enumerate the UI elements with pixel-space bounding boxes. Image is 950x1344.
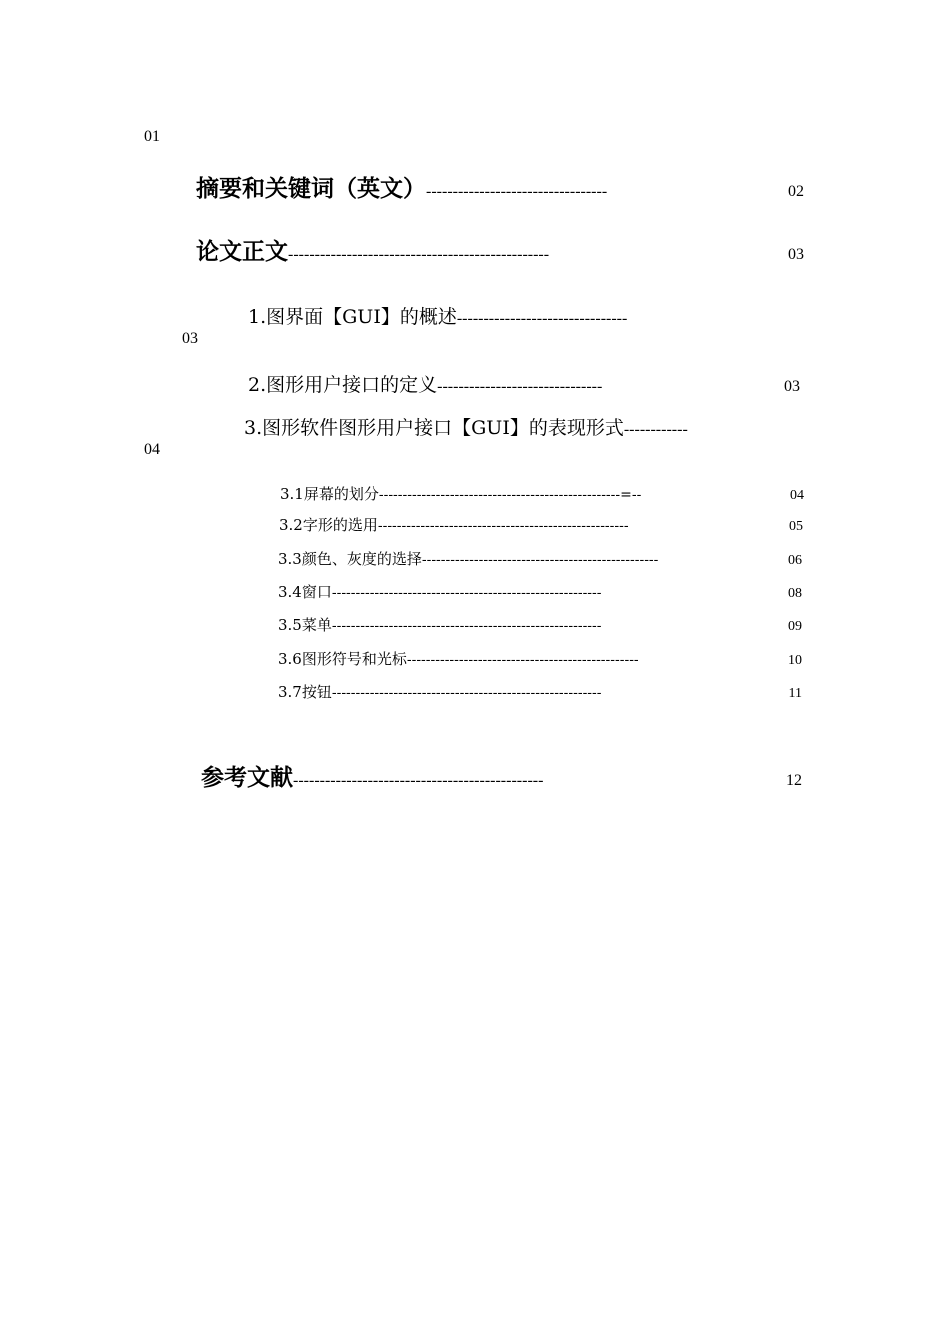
top-page-number: 01 — [144, 128, 160, 145]
toc-leader: --------------------------------------------------------- — [331, 585, 602, 601]
toc-page: 08 — [788, 586, 802, 601]
toc-page: 05 — [789, 519, 803, 534]
toc-label: 3.7按钮 — [278, 683, 332, 701]
toc-leader: -------------------------------------------------- — [421, 552, 659, 568]
toc-leader: --------------------------------------------------------- — [331, 618, 602, 634]
toc-leader: ---------------------------------- — [426, 183, 608, 200]
toc-leader: ---------------------------------------------------=-- — [378, 487, 642, 503]
toc-entry-references[interactable] — [201, 759, 802, 792]
toc-entry-1[interactable] — [248, 302, 792, 329]
toc-label: 3.2字形的选用 — [279, 516, 378, 534]
toc-page: 02 — [788, 183, 804, 200]
toc-entry-abstract[interactable] — [196, 170, 804, 203]
toc-label: 2.图形用户接口的定义 — [248, 374, 438, 396]
toc-entry-body[interactable] — [196, 233, 804, 266]
toc-label: 3.5菜单 — [278, 616, 332, 634]
toc-page: 03 — [784, 378, 800, 395]
toc-leader: ------------ — [623, 421, 688, 438]
toc-entry-2[interactable] — [248, 370, 800, 397]
toc-page: 03 — [788, 246, 804, 263]
toc-leader: ------------------------------- — [437, 378, 603, 395]
toc-entry-3-6[interactable] — [278, 648, 802, 669]
toc-leader: -------------------------------- — [456, 310, 628, 327]
toc-entry-3-3[interactable] — [278, 548, 802, 569]
toc-leader: ------------------------------------------------- — [406, 652, 639, 668]
toc-page: 09 — [788, 619, 802, 634]
toc-entry-3-4[interactable] — [278, 581, 802, 602]
toc-page: 04 — [144, 441, 160, 458]
toc-entry-3[interactable] — [244, 413, 806, 440]
toc-leader: ------------------------------------------------- — [288, 246, 550, 263]
toc-label: 1.图界面【GUI】的概述 — [248, 306, 457, 328]
toc-page: 03 — [182, 330, 198, 347]
toc-entry-3-2[interactable] — [279, 514, 803, 535]
toc-label: 参考文献 — [201, 765, 293, 791]
toc-page: 12 — [786, 772, 802, 789]
toc-label: 3.1屏幕的划分 — [280, 485, 379, 503]
toc-label: 摘要和关键词（英文） — [196, 176, 426, 202]
toc-page: 10 — [788, 653, 802, 668]
toc-page: 06 — [788, 553, 802, 568]
toc-leader: ----------------------------------------------- — [293, 772, 544, 789]
toc-label: 3.图形软件图形用户接口【GUI】的表现形式 — [244, 417, 624, 439]
toc-page: 04 — [790, 488, 804, 503]
toc-page: 11 — [788, 686, 802, 701]
toc-label: 3.3颜色、灰度的选择 — [278, 550, 422, 568]
toc-entry-3-7[interactable] — [278, 681, 802, 702]
toc-entry-3-5[interactable] — [278, 614, 802, 635]
toc-leader: --------------------------------------------------------- — [331, 685, 602, 701]
toc-label: 3.6图形符号和光标 — [278, 650, 407, 668]
toc-leader: ----------------------------------------------------- — [377, 518, 629, 534]
toc-entry-3-1[interactable] — [280, 483, 804, 504]
toc-label: 论文正文 — [196, 239, 288, 265]
toc-label: 3.4窗口 — [278, 583, 332, 601]
